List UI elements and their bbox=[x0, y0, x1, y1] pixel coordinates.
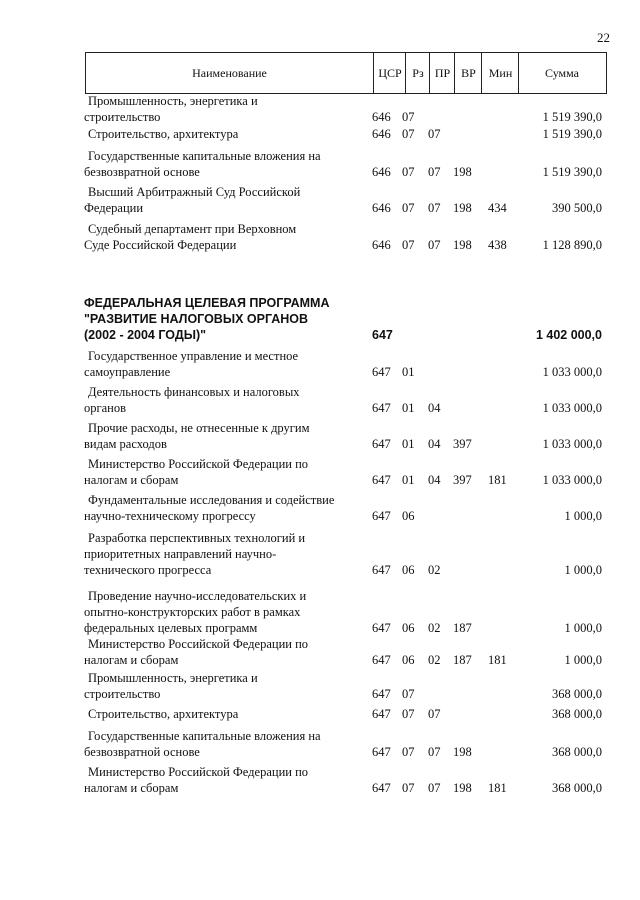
row-name bbox=[84, 93, 374, 125]
row-name-line: Строительство, архитектура bbox=[88, 127, 239, 141]
row-pr: 07 bbox=[428, 201, 441, 215]
row-sum: 1 033 000,0 bbox=[542, 401, 602, 415]
row-sum: 1 033 000,0 bbox=[542, 365, 602, 379]
row-csr: 647 bbox=[372, 687, 391, 701]
row-vr: 397 bbox=[453, 437, 472, 451]
row-name bbox=[84, 728, 374, 760]
row-name bbox=[84, 384, 374, 416]
row-rz: 07 bbox=[402, 707, 415, 721]
row-pr: 07 bbox=[428, 165, 441, 179]
row-rz: 01 bbox=[402, 401, 415, 415]
row-name bbox=[84, 221, 374, 253]
row-sum: 1 000,0 bbox=[564, 563, 602, 577]
page-number: 22 bbox=[597, 30, 610, 45]
row-pr: 07 bbox=[428, 127, 441, 141]
row-csr: 647 bbox=[372, 745, 391, 759]
row-vr: 198 bbox=[453, 781, 472, 795]
row-sum: 368 000,0 bbox=[552, 745, 602, 759]
header-name: Наименование bbox=[192, 65, 267, 80]
row-name bbox=[84, 184, 374, 216]
row-vr: 198 bbox=[453, 238, 472, 252]
row-pr: 07 bbox=[428, 781, 441, 795]
row-rz: 06 bbox=[402, 509, 415, 523]
row-min: 181 bbox=[488, 473, 507, 487]
row-name-line: Промышленность, энергетика и bbox=[88, 671, 258, 685]
row-min: 434 bbox=[488, 201, 507, 215]
row-sum: 368 000,0 bbox=[552, 707, 602, 721]
row-pr: 04 bbox=[428, 401, 441, 415]
row-rz: 06 bbox=[402, 653, 415, 667]
row-min: 181 bbox=[488, 781, 507, 795]
row-vr: 187 bbox=[453, 621, 472, 635]
row-name bbox=[84, 706, 374, 722]
row-csr: 647 bbox=[372, 437, 391, 451]
row-name bbox=[84, 636, 374, 668]
row-name bbox=[84, 295, 374, 343]
row-pr: 02 bbox=[428, 653, 441, 667]
row-sum: 368 000,0 bbox=[552, 687, 602, 701]
row-name-line: Промышленность, энергетика и bbox=[88, 94, 258, 108]
row-rz: 07 bbox=[402, 201, 415, 215]
row-name bbox=[84, 348, 374, 380]
row-rz: 06 bbox=[402, 621, 415, 635]
row-rz: 07 bbox=[402, 238, 415, 252]
row-rz: 01 bbox=[402, 437, 415, 451]
row-csr: 647 bbox=[372, 621, 391, 635]
row-csr: 646 bbox=[372, 201, 391, 215]
row-rz: 07 bbox=[402, 110, 415, 124]
row-name bbox=[84, 456, 374, 488]
row-name-line: Государственное управление и местное bbox=[88, 349, 299, 363]
row-sum: 1 000,0 bbox=[564, 621, 602, 635]
row-csr: 647 bbox=[372, 401, 391, 415]
row-sum: 1 519 390,0 bbox=[542, 110, 602, 124]
row-name-line: Разработка перспективных технологий и bbox=[88, 531, 306, 545]
row-pr: 04 bbox=[428, 473, 441, 487]
row-min: 438 bbox=[488, 238, 507, 252]
row-pr: 07 bbox=[428, 745, 441, 759]
row-name-line: Федерации bbox=[84, 201, 144, 215]
row-sum: 1 000,0 bbox=[564, 509, 602, 523]
row-name-line: Государственные капитальные вложения на bbox=[88, 149, 321, 163]
row-name-line: Министерство Российской Федерации по bbox=[88, 637, 309, 651]
row-name-line: органов bbox=[84, 401, 127, 415]
row-csr: 647 bbox=[372, 365, 391, 379]
row-csr: 646 bbox=[372, 110, 391, 124]
row-csr: 647 bbox=[372, 563, 391, 577]
row-name-line: федеральных целевых программ bbox=[84, 621, 258, 635]
row-csr: 647 bbox=[372, 653, 391, 667]
header-vr: ВР bbox=[454, 53, 482, 93]
row-sum: 1 402 000,0 bbox=[535, 328, 602, 342]
row-name-line: Суде Российской Федерации bbox=[84, 238, 237, 252]
row-vr: 198 bbox=[453, 745, 472, 759]
row-name bbox=[84, 420, 374, 452]
row-min: 181 bbox=[488, 653, 507, 667]
row-sum: 1 128 890,0 bbox=[542, 238, 602, 252]
row-name-line: строительство bbox=[84, 110, 161, 124]
row-pr: 07 bbox=[428, 238, 441, 252]
row-name-line: (2002 - 2004 ГОДЫ)" bbox=[84, 328, 207, 342]
row-pr: 02 bbox=[428, 621, 441, 635]
row-name-line: безвозвратной основе bbox=[84, 165, 200, 179]
row-pr: 04 bbox=[428, 437, 441, 451]
row-vr: 397 bbox=[453, 473, 472, 487]
row-csr: 646 bbox=[372, 127, 391, 141]
row-name-line: налогам и сборам bbox=[84, 473, 179, 487]
row-name-line: самоуправление bbox=[84, 365, 171, 379]
row-csr: 647 bbox=[372, 473, 391, 487]
row-sum: 390 500,0 bbox=[552, 201, 602, 215]
row-name-line: Фундаментальные исследования и содействие bbox=[88, 493, 335, 507]
row-name-line: видам расходов bbox=[84, 437, 167, 451]
row-sum: 1 033 000,0 bbox=[542, 473, 602, 487]
row-sum: 1 519 390,0 bbox=[542, 165, 602, 179]
row-name bbox=[84, 588, 374, 636]
row-csr: 646 bbox=[372, 238, 391, 252]
row-name-line: Строительство, архитектура bbox=[88, 707, 239, 721]
row-sum: 1 519 390,0 bbox=[542, 127, 602, 141]
row-rz: 07 bbox=[402, 687, 415, 701]
header-csr: ЦСР bbox=[373, 53, 406, 93]
row-csr: 647 bbox=[372, 707, 391, 721]
row-vr: 198 bbox=[453, 201, 472, 215]
row-name bbox=[84, 126, 374, 142]
row-name-line: налогам и сборам bbox=[84, 781, 179, 795]
row-name bbox=[84, 764, 374, 796]
header-pr: ПР bbox=[429, 53, 455, 93]
row-csr: 647 bbox=[372, 509, 391, 523]
row-rz: 07 bbox=[402, 781, 415, 795]
row-name-line: Прочие расходы, не отнесенные к другим bbox=[88, 421, 310, 435]
row-rz: 07 bbox=[402, 165, 415, 179]
row-rz: 07 bbox=[402, 745, 415, 759]
row-rz: 01 bbox=[402, 365, 415, 379]
row-name-line: приоритетных направлений научно- bbox=[84, 547, 277, 561]
row-name-line: Государственные капитальные вложения на bbox=[88, 729, 321, 743]
row-csr: 647 bbox=[372, 328, 393, 342]
row-name-line: налогам и сборам bbox=[84, 653, 179, 667]
row-name-line: безвозвратной основе bbox=[84, 745, 200, 759]
row-vr: 198 bbox=[453, 165, 472, 179]
row-csr: 647 bbox=[372, 781, 391, 795]
row-name-line: Министерство Российской Федерации по bbox=[88, 765, 309, 779]
row-name-line: Высший Арбитражный Суд Российской bbox=[88, 185, 301, 199]
row-name-line: строительство bbox=[84, 687, 161, 701]
row-name-line: Деятельность финансовых и налоговых bbox=[88, 385, 300, 399]
row-name bbox=[84, 670, 374, 702]
row-name-line: Министерство Российской Федерации по bbox=[88, 457, 309, 471]
row-rz: 07 bbox=[402, 127, 415, 141]
row-rz: 06 bbox=[402, 563, 415, 577]
header-rz: Рз bbox=[405, 53, 430, 93]
header-min: Мин bbox=[481, 53, 519, 93]
row-name-line: опытно-конструкторских работ в рамках bbox=[84, 605, 301, 619]
row-sum: 1 000,0 bbox=[564, 653, 602, 667]
row-name-line: технического прогресса bbox=[84, 563, 212, 577]
row-name-line: Судебный департамент при Верховном bbox=[88, 222, 297, 236]
row-name bbox=[84, 530, 374, 578]
row-sum: 368 000,0 bbox=[552, 781, 602, 795]
row-sum: 1 033 000,0 bbox=[542, 437, 602, 451]
row-pr: 07 bbox=[428, 707, 441, 721]
row-name-line: "РАЗВИТИЕ НАЛОГОВЫХ ОРГАНОВ bbox=[84, 312, 309, 326]
row-name-line: Проведение научно-исследовательских и bbox=[88, 589, 307, 603]
row-name bbox=[84, 148, 374, 180]
row-rz: 01 bbox=[402, 473, 415, 487]
row-csr: 646 bbox=[372, 165, 391, 179]
row-name-line: ФЕДЕРАЛЬНАЯ ЦЕЛЕВАЯ ПРОГРАММА bbox=[84, 296, 330, 310]
row-vr: 187 bbox=[453, 653, 472, 667]
row-name bbox=[84, 492, 374, 524]
header-sum: Сумма bbox=[518, 53, 605, 93]
row-pr: 02 bbox=[428, 563, 441, 577]
row-name-line: научно-техническому прогрессу bbox=[84, 509, 256, 523]
